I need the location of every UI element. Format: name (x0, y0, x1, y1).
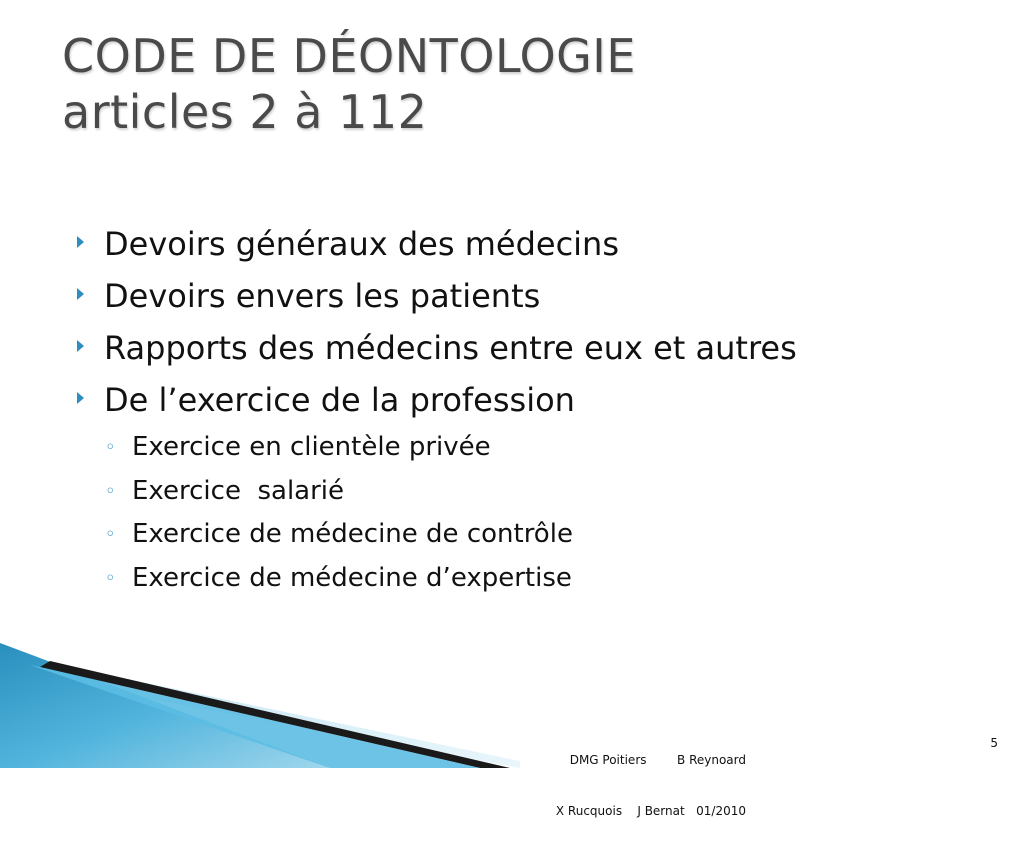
sub-bullet-text: Exercice en clientèle privée (132, 432, 491, 462)
bullet-item (75, 270, 975, 322)
bullet-item (75, 374, 975, 426)
page-number: 5 (990, 736, 998, 750)
circle-outline-icon: ◦ (105, 480, 116, 502)
sub-bullet-item (75, 513, 975, 557)
bullet-text: De l’exercice de la profession (104, 381, 575, 419)
bullet-text: Devoirs envers les patients (104, 277, 541, 315)
sub-bullet-item (75, 557, 975, 601)
decorative-corner-shape (0, 643, 520, 768)
footer-line-2: X Rucquois J Bernat 01/2010 (555, 804, 746, 818)
bullet-text: Devoirs généraux des médecins (104, 225, 619, 263)
circle-outline-icon: ◦ (105, 567, 116, 589)
sub-bullet-item (75, 426, 975, 470)
circle-outline-icon: ◦ (105, 437, 116, 458)
bullet-list (75, 218, 975, 600)
sub-bullet-text: Exercice de médecine d’expertise (132, 562, 572, 593)
bullet-item (75, 218, 975, 270)
sub-bullet-text: Exercice salarié (132, 475, 345, 506)
footer-credits (520, 718, 746, 854)
slide-title (62, 28, 636, 140)
circle-outline-icon: ◦ (105, 524, 116, 545)
footer-line-1: DMG Poitiers B Reynoard (569, 753, 746, 767)
bullet-text: Rapports des médecins entre eux et autres (104, 329, 797, 367)
slide-title-line-1: CODE DE DÉONTOLOGIE (62, 29, 636, 83)
bullet-item (75, 322, 975, 374)
triangle-right-icon (77, 340, 84, 352)
sub-bullet-item (75, 470, 975, 514)
triangle-right-icon (77, 288, 84, 300)
sub-bullet-text: Exercice de médecine de contrôle (132, 519, 573, 549)
triangle-right-icon (77, 236, 84, 248)
slide-title-line-2: articles 2 à 112 (62, 85, 428, 139)
triangle-right-icon (77, 392, 84, 404)
